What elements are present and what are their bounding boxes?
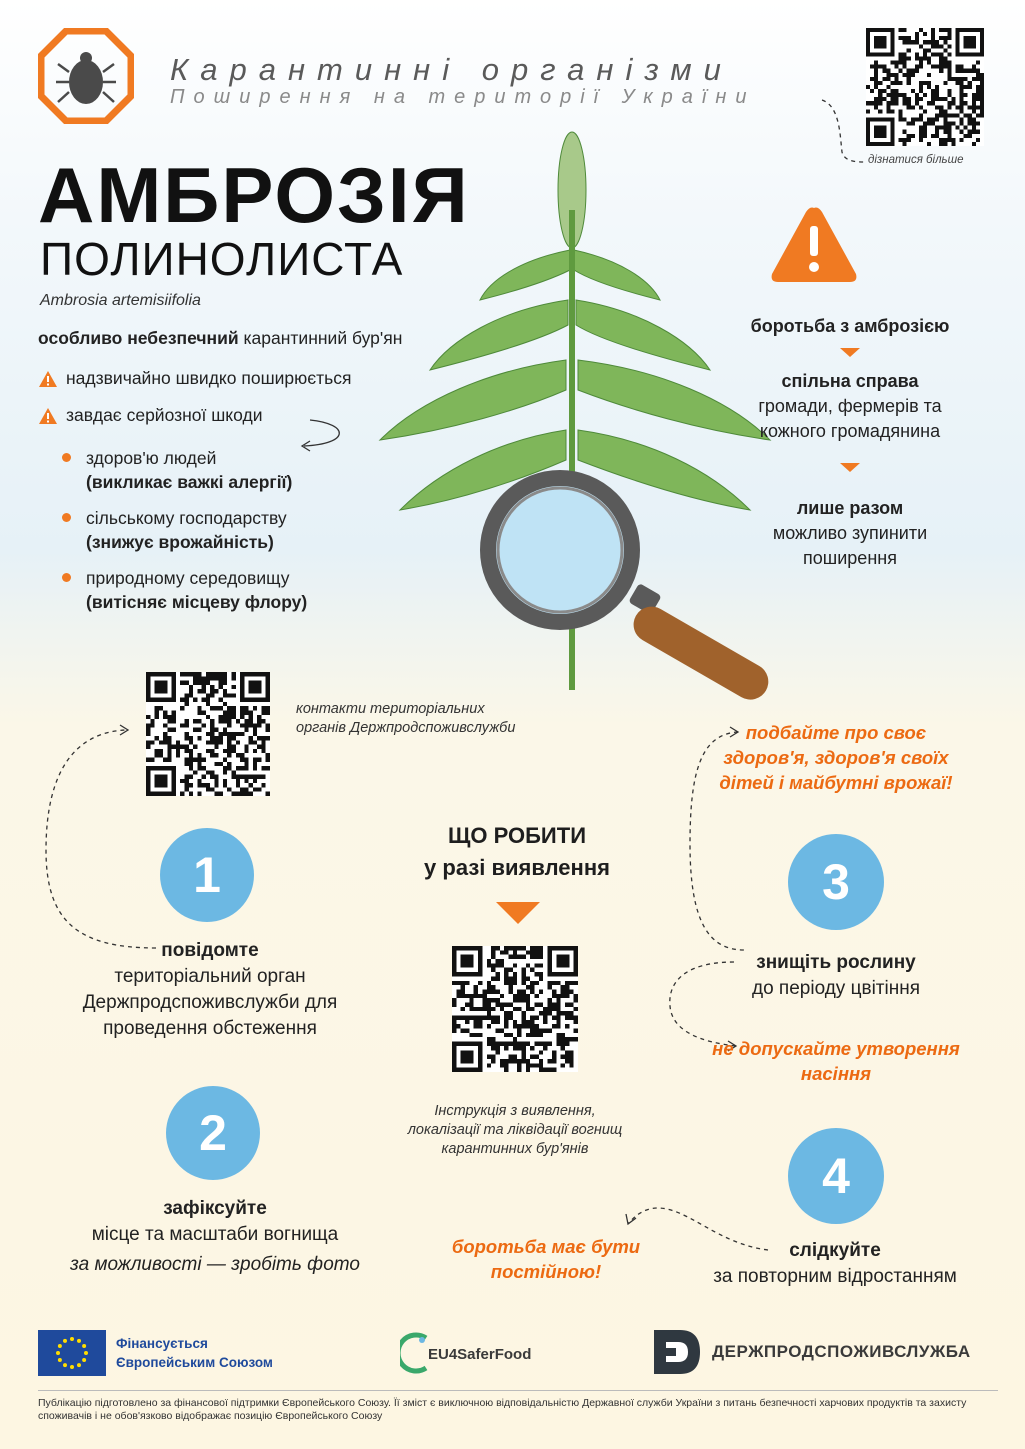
fight-common-cause: [700, 369, 1000, 444]
qr-learn-more-caption: дізнатися більше: [868, 154, 964, 166]
step-1-action: повідомте: [161, 940, 259, 961]
header-title: Карантинні організми: [170, 52, 733, 87]
harm-item: [62, 446, 292, 494]
step-3-detail: до періоду цвітіння: [752, 978, 920, 999]
harm-item: [62, 566, 307, 614]
step-3-action: знищіть рослину: [756, 952, 916, 973]
qr-instructions-caption: Інструкція з виявлення, локалізації та ліквідації вогнищ карантинних бур'янів: [407, 1103, 623, 1157]
eu-line2: Європейським Союзом: [116, 1355, 273, 1370]
dps-label: ДЕРЖПРОДСПОЖИВСЛУЖБА: [712, 1342, 971, 1361]
warning-icon: [768, 204, 860, 284]
step-2-action: зафіксуйте: [163, 1198, 267, 1219]
fight-line3-bold: лише разом: [796, 498, 904, 518]
what-to-do-line1: ЩО РОБИТИ: [447, 823, 586, 848]
harm-effect: (знижує врожайність): [86, 532, 274, 552]
callout-health: подбайте про своє здоров'я, здоров'я своїх дітей і майбутні врожаї!: [719, 722, 953, 793]
danger-bold: особливо небезпечний: [38, 328, 239, 348]
footer-disclaimer: Публікацію підготовлено за фінансової підтримки Європейського Союзу. Її зміст є виключною відповідальністю Державної служби України з питань безпечності харчових продуктів та захисту споживачів і не обов'язково відображає позицію Європейського Союзу: [38, 1390, 998, 1423]
warning-text: надзвичайно швидко поширюється: [66, 368, 352, 388]
warning-icon: [38, 407, 58, 425]
arrow-down-icon: [840, 348, 860, 357]
qr-code-instructions[interactable]: [452, 946, 578, 1072]
warning-row: [38, 368, 352, 389]
qr-contacts-caption: контакти територіальних органів Держпродспоживслужби: [296, 701, 516, 736]
dashed-connector: [680, 724, 750, 960]
harm-effect: (витісняє місцеву флору): [86, 592, 308, 612]
what-to-do-title: [372, 820, 662, 884]
harm-target: сільському господарству: [86, 508, 287, 528]
step-2-circle: 2: [166, 1086, 260, 1180]
eu-funding-label: [116, 1334, 273, 1372]
qr-code-learn-more[interactable]: [866, 28, 984, 146]
arrow-down-icon: [840, 463, 860, 472]
harm-target: природному середовищу: [86, 568, 290, 588]
step-2-note: за можливості — зробіть фото: [70, 1254, 360, 1275]
fight-together: [700, 496, 1000, 571]
curved-arrow-icon: [290, 418, 350, 454]
bullet-dot-icon: [62, 573, 71, 582]
harm-item: [62, 506, 287, 554]
fight-line2-rest: громади, фермерів та кожного громадянина: [758, 396, 942, 441]
dashed-connector: [36, 720, 166, 960]
curved-arrow-icon: [820, 96, 870, 168]
species-name-sub: ПОЛИНОЛИСТА: [40, 233, 404, 285]
quarantine-bug-logo-icon: [38, 28, 134, 124]
dps-logo-icon: [652, 1328, 702, 1376]
bullet-dot-icon: [62, 513, 71, 522]
step-4-circle: 4: [788, 1128, 884, 1224]
bullet-dot-icon: [62, 453, 71, 462]
fight-line3-rest: можливо зупинити поширення: [772, 523, 928, 568]
callout-seeds: не допускайте утворення насіння: [712, 1038, 960, 1084]
step-2-detail: місце та масштаби вогнища: [91, 1224, 339, 1245]
what-to-do-line2: у разі виявлення: [424, 855, 610, 880]
warning-icon: [38, 370, 58, 388]
step-4-detail: за повторним відростанням: [713, 1266, 957, 1287]
step-1-text: [40, 938, 380, 1042]
step-4-action: слідкуйте: [789, 1240, 881, 1261]
species-name: АМБРОЗІЯ: [38, 151, 470, 239]
latin-name: Ambrosia artemisiifolia: [40, 292, 201, 309]
callout-constant: боротьба має бути постійною!: [451, 1236, 641, 1282]
eu-flag-icon: [38, 1330, 106, 1376]
fight-line2-bold: спільна справа: [781, 371, 919, 391]
step-2-text: [40, 1196, 390, 1278]
warning-row: [38, 405, 263, 426]
eu4safer-logo-icon: [400, 1330, 430, 1376]
harm-effect: (викликає важкі алергії): [86, 472, 293, 492]
fight-line1: боротьба з амброзією: [750, 316, 950, 336]
danger-statement: [38, 328, 402, 349]
danger-rest: карантинний бур'ян: [243, 328, 403, 348]
header-subtitle: Поширення на території України: [170, 86, 756, 108]
warning-text: завдає серйозної шкоди: [66, 405, 263, 425]
eu4safer-label: EU4SaferFood: [428, 1346, 532, 1363]
step-1-circle: 1: [160, 828, 254, 922]
arrow-down-icon: [494, 900, 542, 926]
harm-target: здоров'ю людей: [86, 448, 217, 468]
step-1-detail: територіальний орган Держпродспоживслужби для проведення обстеження: [82, 966, 338, 1039]
eu-line1: Фінансується: [116, 1336, 208, 1351]
step-3-circle: 3: [788, 834, 884, 930]
